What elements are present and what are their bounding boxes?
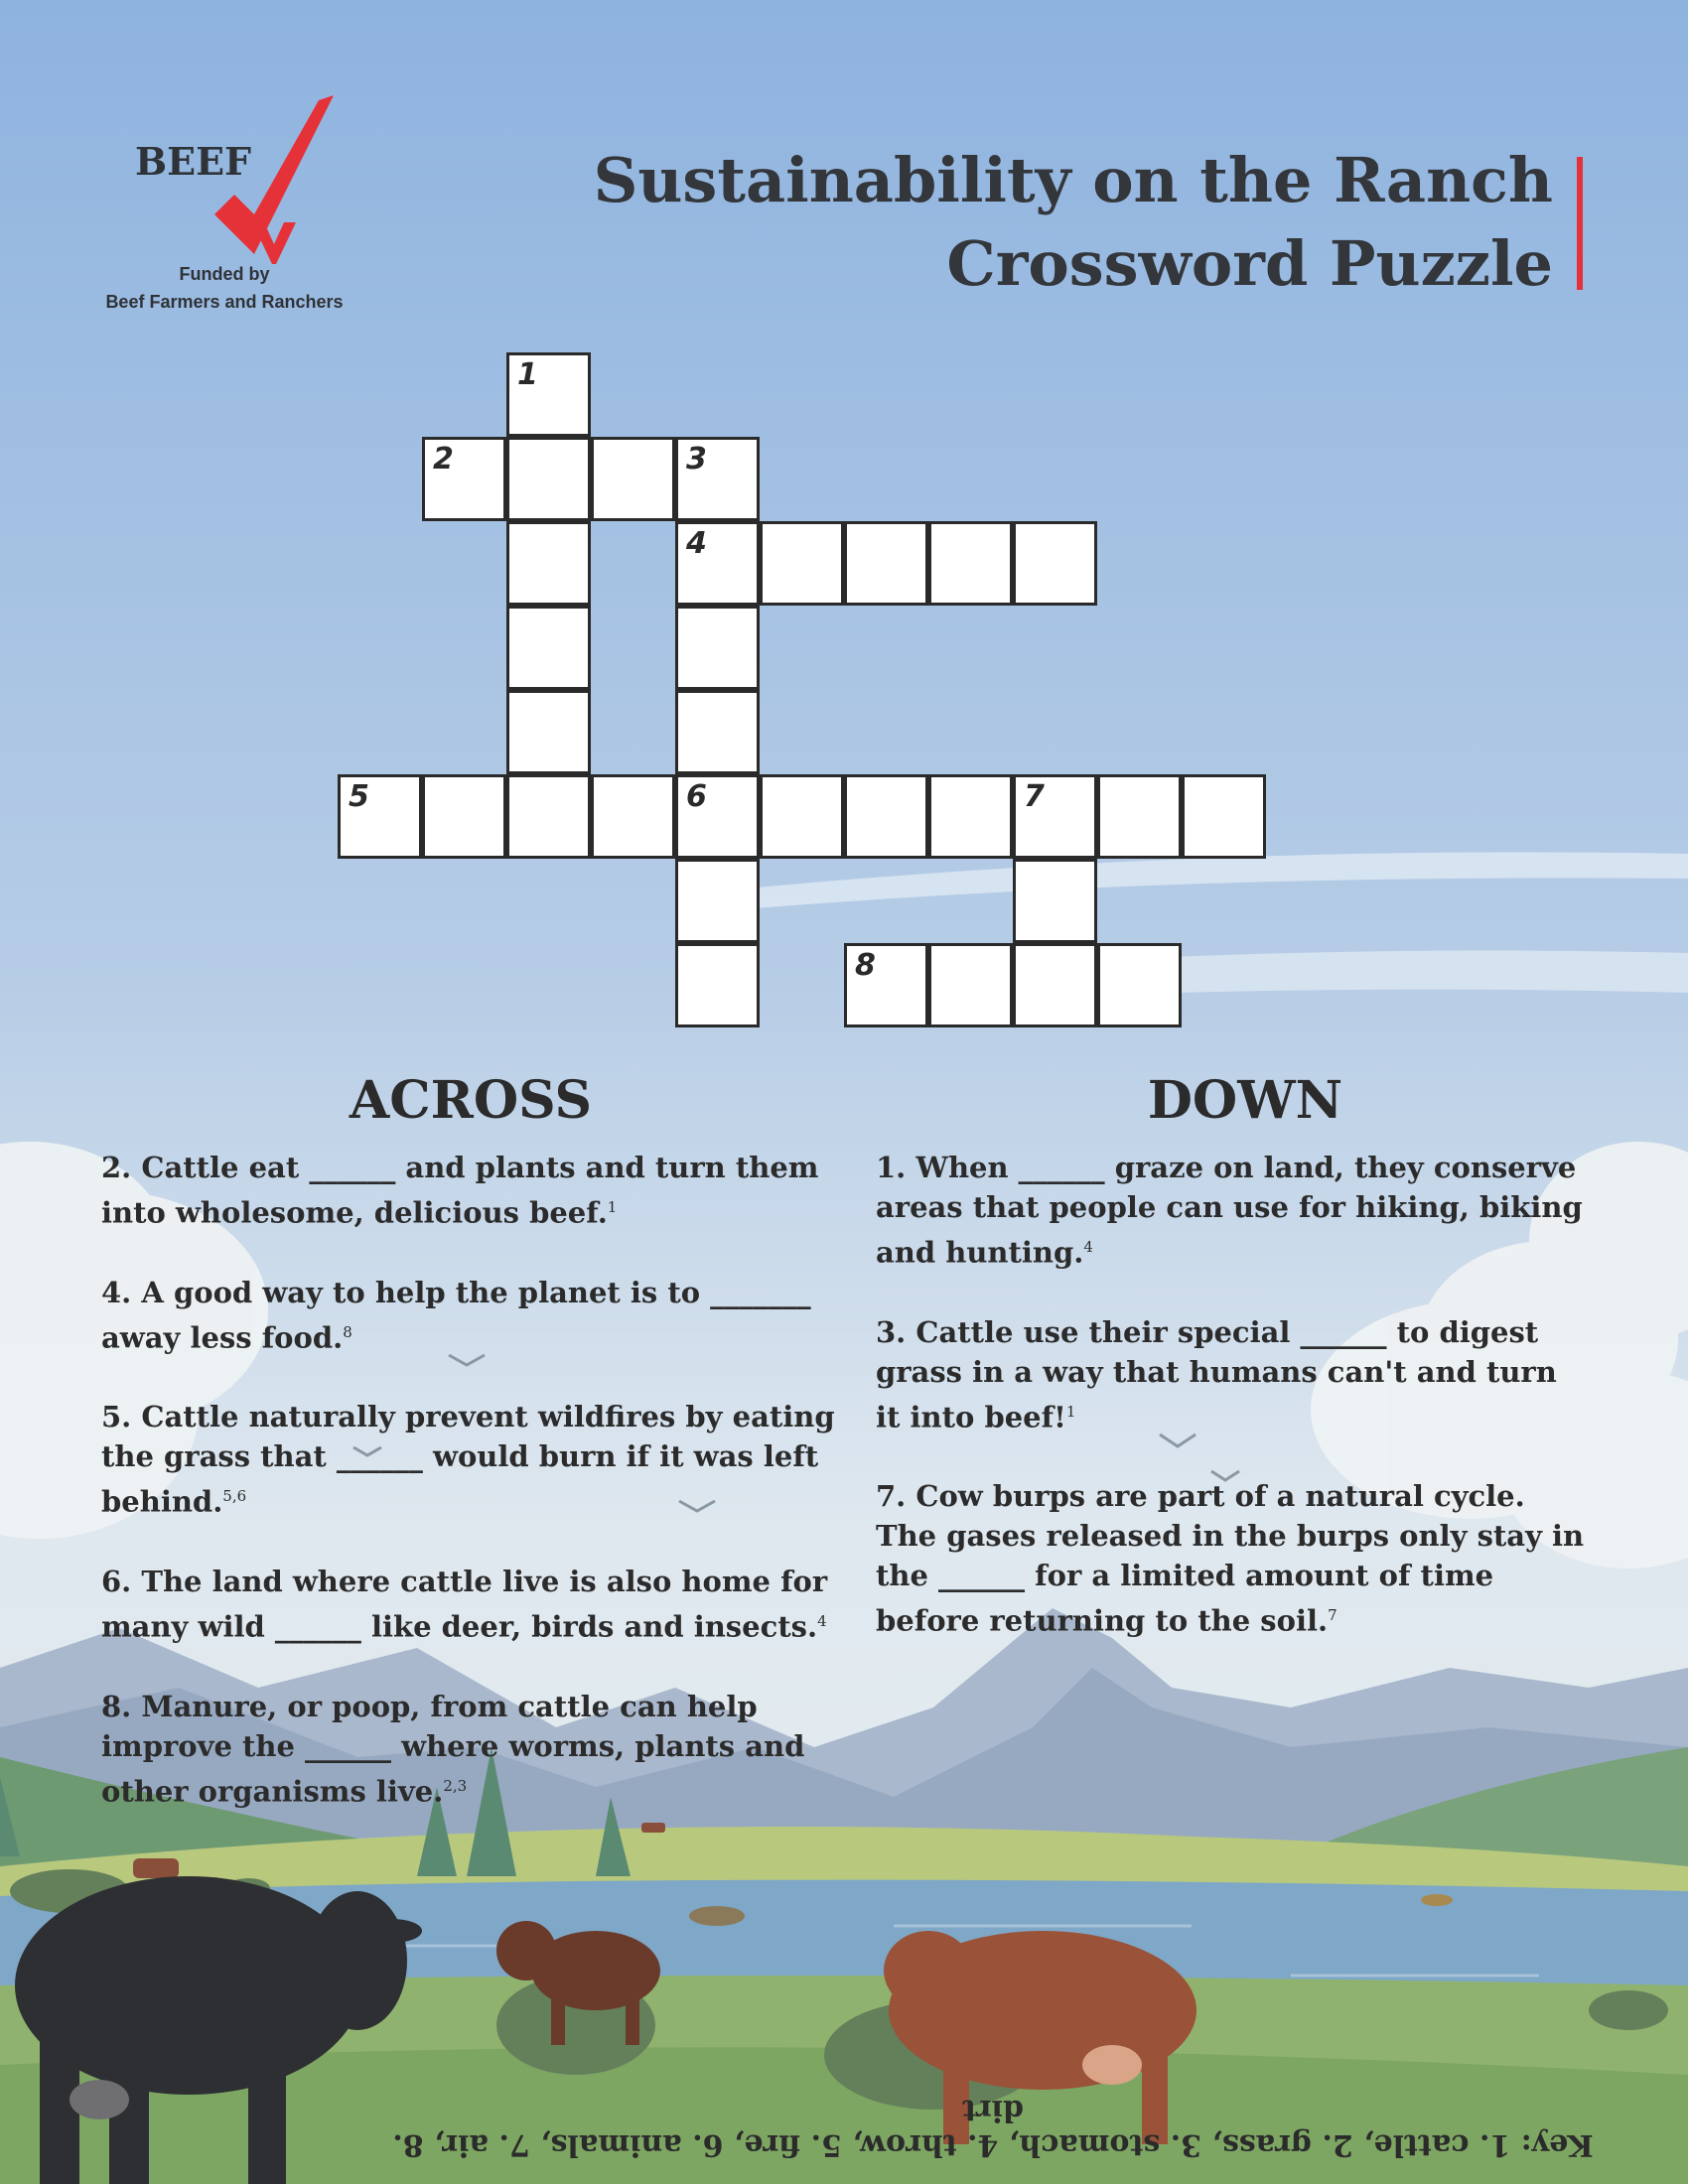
crossword-cell[interactable] bbox=[1013, 943, 1097, 1027]
crossword-cell[interactable] bbox=[760, 521, 844, 606]
crossword-cell[interactable] bbox=[760, 774, 844, 859]
crossword-cell[interactable] bbox=[1013, 859, 1097, 943]
across-clue: 2. Cattle eat ______ and plants and turn them into wholesome, delicious beef.$^1$ bbox=[101, 1151, 819, 1230]
crossword-cell[interactable] bbox=[591, 774, 675, 859]
across-clue: 4. A good way to help the planet is to _______ away less food.$^8$ bbox=[101, 1275, 811, 1355]
crossword-cell[interactable] bbox=[844, 521, 928, 606]
across-clues bbox=[101, 1148, 856, 1850]
funded-line-1: Funded by bbox=[179, 264, 270, 284]
clue-number: 5 bbox=[349, 779, 369, 814]
across-clue: 5. Cattle naturally prevent wildfires by eating the grass that ______ would burn if it was left behind.$^{5,6}$ bbox=[101, 1400, 835, 1519]
crossword-cell[interactable] bbox=[675, 521, 760, 606]
down-clue: 7. Cow burps are part of a natural cycle. The gases released in the burps only stay in the ______ for a limited amount of time before returning to the soil.$^7$ bbox=[876, 1479, 1585, 1638]
crossword-cell[interactable] bbox=[675, 859, 760, 943]
title-line-1: Sustainability on the Ranch bbox=[593, 144, 1553, 216]
down-clue: 3. Cattle use their special ______ to digest grass in a way that humans can't and turn it into beef!$^1$ bbox=[876, 1314, 1557, 1434]
crossword-cell[interactable] bbox=[928, 521, 1013, 606]
crossword-cell[interactable] bbox=[844, 774, 928, 859]
crossword-cell[interactable] bbox=[675, 690, 760, 774]
crossword-cell[interactable] bbox=[591, 437, 675, 521]
down-heading: DOWN bbox=[1147, 1070, 1343, 1131]
crossword-cell[interactable] bbox=[928, 943, 1013, 1027]
crossword-cell[interactable] bbox=[506, 437, 591, 521]
funded-line-2: Beef Farmers and Ranchers bbox=[105, 292, 344, 312]
crossword-cell[interactable] bbox=[675, 606, 760, 690]
clue-number: 4 bbox=[686, 526, 707, 561]
crossword-cell[interactable] bbox=[1013, 521, 1097, 606]
crossword-cell[interactable] bbox=[675, 943, 760, 1027]
down-clues bbox=[876, 1148, 1591, 1681]
crossword-cell[interactable] bbox=[1013, 774, 1097, 859]
clue-number: 8 bbox=[855, 948, 876, 983]
crossword-cell[interactable] bbox=[506, 774, 591, 859]
across-heading: ACROSS bbox=[349, 1070, 593, 1131]
crossword-cell[interactable] bbox=[506, 352, 591, 437]
down-clue: 1. When ______ graze on land, they conserve areas that people can use for hiking, biking and hunting.$^4$ bbox=[876, 1151, 1583, 1270]
clue-number: 3 bbox=[686, 442, 707, 477]
crossword-cell[interactable] bbox=[338, 774, 422, 859]
crossword-cell[interactable] bbox=[675, 437, 760, 521]
crossword-cell[interactable] bbox=[675, 774, 760, 859]
clue-number: 1 bbox=[517, 357, 538, 392]
crossword-cell[interactable] bbox=[844, 943, 928, 1027]
brand-wordmark: BEEF bbox=[135, 139, 252, 184]
crossword-cell[interactable] bbox=[422, 774, 506, 859]
crossword-cell[interactable] bbox=[506, 521, 591, 606]
clue-number: 6 bbox=[686, 779, 707, 814]
answer-key: Key: 1. cattle, 2. grass, 3. stomach, 4. throw, 5. fire, 6. animals, 7. air, 8. dirt bbox=[392, 2093, 1594, 2162]
crossword-cell[interactable] bbox=[506, 606, 591, 690]
crossword-cell[interactable] bbox=[422, 437, 506, 521]
across-clue: 8. Manure, or poop, from cattle can help improve the ______ where worms, plants and other organisms live.$^{2,3}$ bbox=[101, 1689, 805, 1809]
clue-number: 7 bbox=[1024, 779, 1045, 814]
crossword-cell[interactable] bbox=[1097, 774, 1182, 859]
across-clue: 6. The land where cattle live is also home for many wild ______ like deer, birds and insects.$^4$ bbox=[101, 1564, 828, 1644]
crossword-cell[interactable] bbox=[506, 690, 591, 774]
crossword-cell[interactable] bbox=[1182, 774, 1266, 859]
crossword-cell[interactable] bbox=[928, 774, 1013, 859]
crossword-cell[interactable] bbox=[1097, 943, 1182, 1027]
title-line-2: Crossword Puzzle bbox=[946, 227, 1553, 300]
clue-number: 2 bbox=[433, 442, 454, 477]
